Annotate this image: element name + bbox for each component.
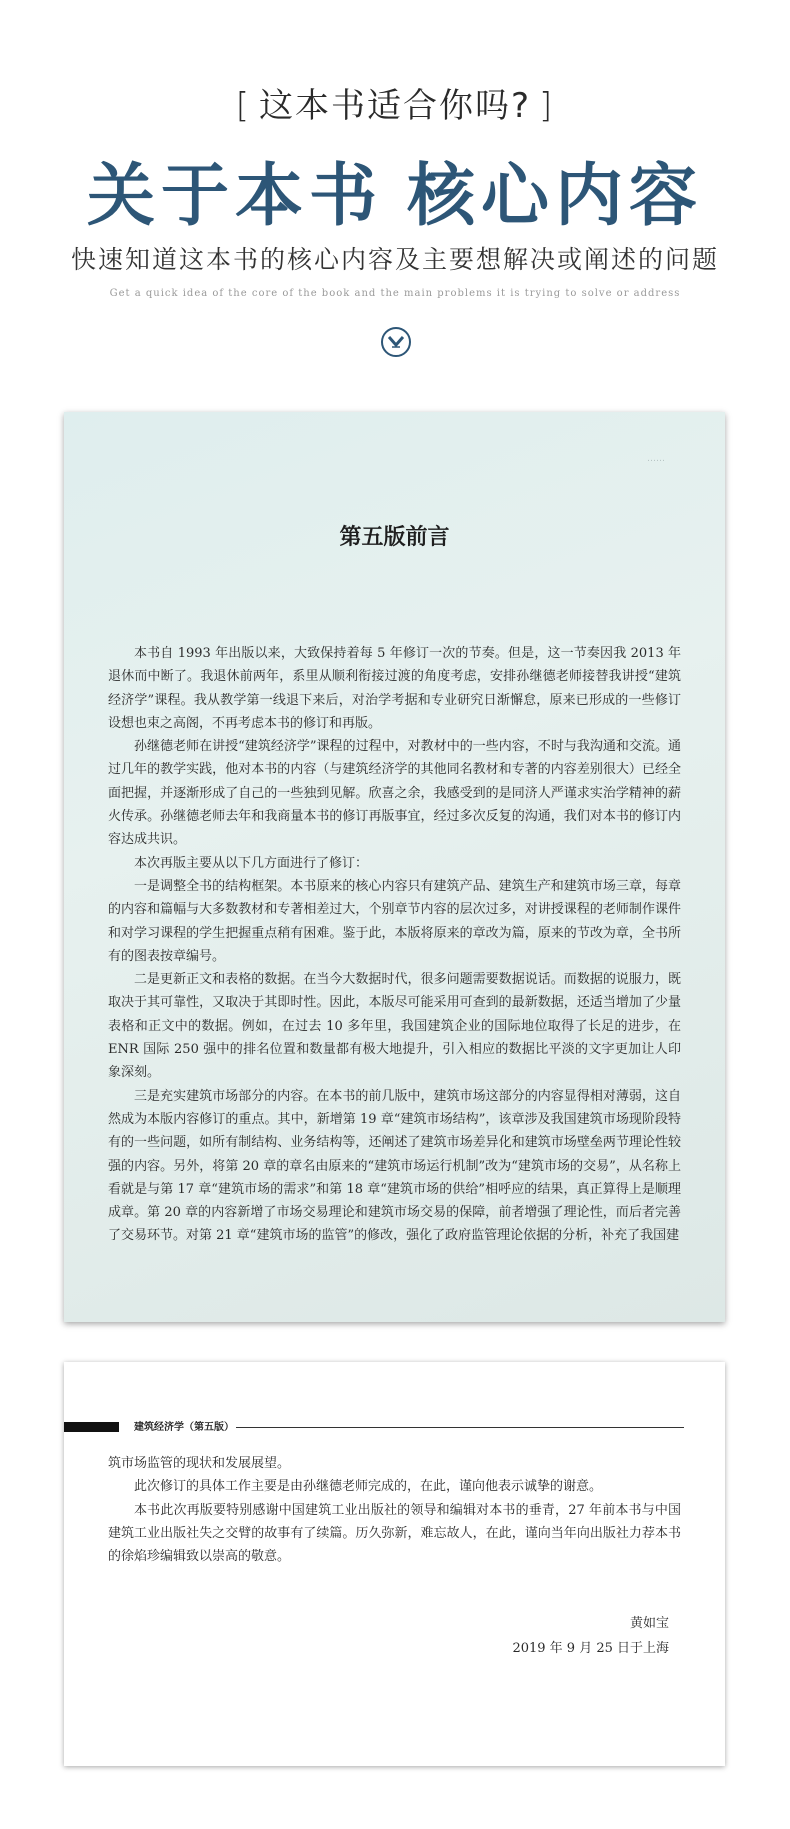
subtitle-english: Get a quick idea of the core of the book and the main problems it is trying to solve or address bbox=[109, 288, 681, 299]
question-banner bbox=[0, 78, 790, 127]
paragraph: 二是更新正文和表格的数据。在当今大数据时代，很多问题需要数据说话。而数据的说服力，既取决于其可靠性，又取决于其即时性。因此，本版尽可能采用可查到的最新数据，还适当增加了少量表格和正文中的数据。例如，在过去 10 多年里，我国建筑企业的国际地位取得了长足的进步，在 ENR 国际 250 强中的排名位置和数量都有极大地提升，引入相应的数据比平淡的文字更加让人印象深刻。 bbox=[108, 972, 681, 1081]
paragraph: 本次再版主要从以下几方面进行了修订： bbox=[134, 855, 369, 871]
right-bracket: ] bbox=[539, 86, 555, 126]
paragraph: 孙继德老师在讲授“建筑经济学”课程的过程中，对教材中的一些内容，不时与我沟通和交流。通过几年的教学实践，他对本书的内容（与建筑经济学的其他同名教材和专著的内容差别很大）已经全面把握，并逐渐形成了自己的一些独到见解。欣喜之余，我感受到的是同济人严谨求实治学精神的薪火传承。孙继德老师去年和我商量本书的修订再版事宜，经过多次反复的沟通，我们对本书的修订内容达成共识。 bbox=[108, 739, 681, 848]
chevron-down-icon bbox=[388, 335, 404, 349]
paragraph: 一是调整全书的结构框架。本书原来的核心内容只有建筑产品、建筑生产和建筑市场三章，每章的内容和篇幅与大多数教材和专著相差过大，个别章节内容的层次过多，对讲授课程的老师制作课件和对学习课程的学生把握重点稍有困难。鉴于此，本版将原来的章改为篇，原来的节改为章，全书所有的图表按章编号。 bbox=[108, 878, 681, 964]
paragraph: 本书此次再版要特别感谢中国建筑工业出版社的领导和编辑对本书的垂青，27 年前本书与中国建筑工业出版社失之交臂的故事有了续篇。历久弥新，难忘故人，在此，谨向当年向出版社力荐本书的徐焰珍编辑致以崇高的敬意。 bbox=[108, 1502, 681, 1565]
author-signature: 黄如宝 bbox=[629, 1616, 669, 1631]
left-bracket: [ bbox=[235, 86, 251, 126]
book-page-scan-1 bbox=[64, 412, 725, 1322]
paragraph: 三是充实建筑市场部分的内容。在本书的前几版中，建筑市场这部分的内容显得相对薄弱，这自然成为本版内容修订的重点。其中，新增第 19 章“建筑市场结构”，该章涉及我国建筑市场现阶段特有的一些问题，如所有制结构、业务结构等，还阐述了建筑市场差异化和建筑市场壁垒两节理论性较强的内容。另外，将第 20 章的章名由原来的“建筑市场运行机制”改为“建筑市场的交易”，从名称上看就是与第 17 章“建筑市场的需求”和第 18 章“建筑市场的供给”相呼应的结果，真正算得上是顺理成章。第 20 章的内容新增了市场交易理论和建筑市场交易的保障，前者增强了理论性，而后者完善了交易环节。对第 21 章“建筑市场的监管”的修改，强化了政府监管理论依据的分析，补充了我国建 bbox=[108, 1088, 681, 1244]
preface-body bbox=[108, 642, 681, 1248]
title-left: 关于本书 bbox=[86, 157, 383, 236]
header bbox=[0, 0, 790, 390]
running-head-faint: …… bbox=[647, 454, 665, 464]
question-text: 这本书适合你吗? bbox=[258, 86, 532, 126]
paragraph: 筑市场监管的现状和发展展望。 bbox=[108, 1456, 291, 1471]
subtitle: 快速知道这本书的核心内容及主要想解决或阐述的问题 bbox=[70, 245, 719, 274]
running-head: 建筑经济学（第五版） bbox=[134, 1422, 234, 1433]
preface-continuation bbox=[108, 1452, 681, 1568]
running-head-bar bbox=[64, 1422, 119, 1432]
paragraph: 本书自 1993 年出版以来，大致保持着每 5 年修订一次的节奏。但是，这一节奏因我 2013 年退休而中断了。我退休前两年，系里从顺利衔接过渡的角度考虑，安排孙继德老师接替我讲授“建筑经济学”课程。我从教学第一线退下来后，对治学考据和专业研究日渐懈怠，原来已形成的一些修订设想也束之高阁，不再考虑本书的修订和再版。 bbox=[108, 646, 681, 731]
signature-date: 2019 年 9 月 25 日于上海 bbox=[512, 1641, 669, 1656]
scroll-down-button[interactable] bbox=[381, 327, 411, 357]
page-title bbox=[0, 142, 790, 239]
book-page-scan-2 bbox=[64, 1362, 725, 1766]
preface-title: 第五版前言 bbox=[339, 524, 450, 550]
paragraph: 此次修订的具体工作主要是由孙继德老师完成的，在此，谨向他表示诚挚的谢意。 bbox=[134, 1479, 603, 1495]
title-right: 核心内容 bbox=[407, 157, 704, 236]
running-head-rule bbox=[236, 1427, 684, 1428]
